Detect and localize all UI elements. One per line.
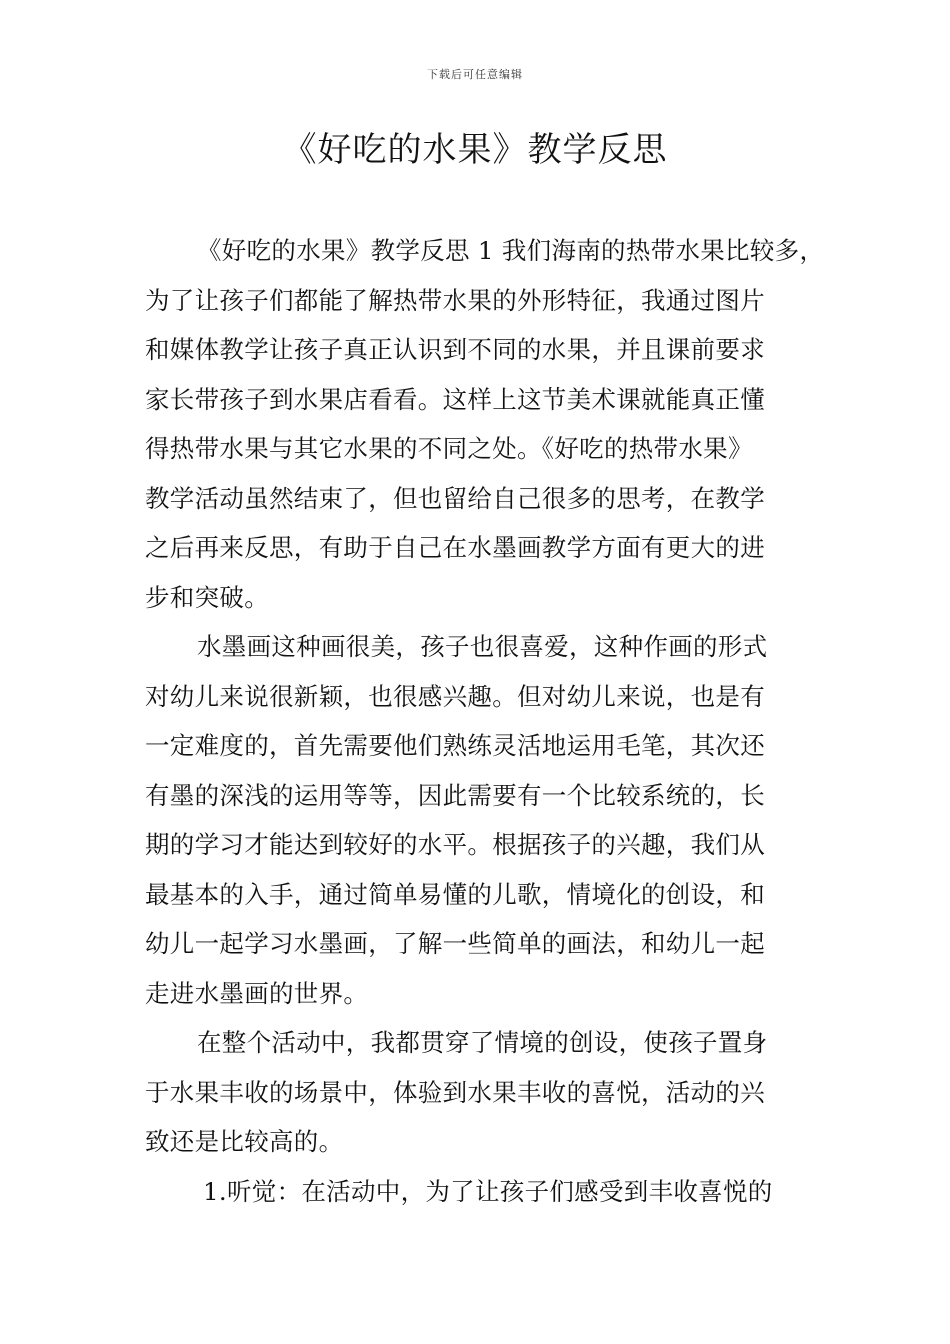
text-line: 有墨的深浅的运用等等，因此需要有一个比较系统的，长 (145, 780, 765, 810)
document-body (145, 226, 825, 1216)
document-title: 《好吃的水果》教学反思 (282, 130, 668, 170)
text-line: 步和突破。 (145, 582, 269, 612)
header-note: 下载后可任意编辑 (427, 68, 523, 81)
text-line: 最基本的入手，通过简单易懂的儿歌，情境化的创设，和 (145, 879, 765, 909)
text-line: 《好吃的水果》教学反思 1 我们海南的热带水果比较多， (197, 236, 825, 265)
text-line: 家长带孩子到水果店看看。这样上这节美术课就能真正懂 (145, 384, 765, 414)
text-line: 在整个活动中，我都贯穿了情境的创设，使孩子置身 (197, 1028, 768, 1057)
text-line: 之后再来反思，有助于自己在水墨画教学方面有更大的进 (145, 533, 765, 562)
text-line: 一定难度的，首先需要他们熟练灵活地运用毛笔，其次还 (145, 731, 765, 760)
text-line: 水墨画这种画很美，孩子也很喜爱，这种作画的形式 (197, 632, 768, 661)
text-line: 教学活动虽然结束了，但也留给自己很多的思考，在教学 (145, 483, 765, 513)
text-line: 得热带水果与其它水果的不同之处。《好吃的热带水果》 (145, 434, 753, 463)
text-line: 为了让孩子们都能了解热带水果的外形特征，我通过图片 (145, 285, 765, 315)
text-line: 对幼儿来说很新颖，也很感兴趣。但对幼儿来说，也是有 (145, 681, 765, 711)
text-line: 幼儿一起学习水墨画，了解一些简单的画法，和幼儿一起 (145, 929, 765, 958)
text-line: 于水果丰收的场景中，体验到水果丰收的喜悦，活动的兴 (145, 1077, 765, 1107)
text-line: 致还是比较高的。 (145, 1127, 344, 1156)
text-line: 期的学习才能达到较好的水平。根据孩子的兴趣，我们从 (145, 830, 765, 859)
text-line: 走进水墨画的世界。 (145, 978, 369, 1008)
text-line: 1.听觉：在活动中，为了让孩子们感受到丰收喜悦的 (203, 1176, 773, 1206)
text-line: 和媒体教学让孩子真正认识到不同的水果，并且课前要求 (145, 335, 765, 364)
